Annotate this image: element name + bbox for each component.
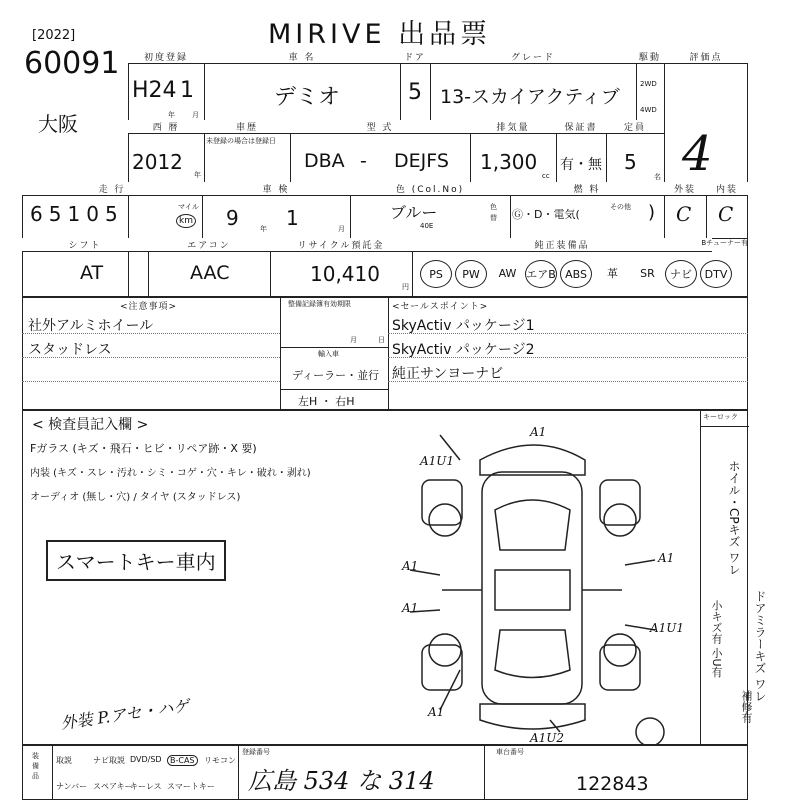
attention-line-1: 社外アルミホイール (28, 318, 154, 334)
damage-mark-rear: A1U2 (530, 731, 565, 745)
footer-items (52, 745, 239, 800)
sales-line-1: SkyActiv パッケージ1 (392, 318, 535, 334)
grade-cell: グレード 13-スカイアクティブ (430, 50, 637, 120)
attention-box: <注意事項> 社外アルミホイール スタッドレス (22, 297, 281, 410)
footer-item-0-1: ナビ取説 (93, 756, 125, 765)
location: 大阪 (38, 112, 78, 136)
damage-mark-left-2: A1 (402, 601, 419, 615)
shift-cell: シフト AT (22, 238, 149, 297)
audio-line: オーディオ (無し・穴) / タイヤ (スタッドレス) (30, 492, 241, 503)
equipment-item-0: PS (420, 260, 452, 288)
footer-item-0-4: リモコン (204, 756, 236, 765)
door-cell: ドア 5 (400, 50, 431, 120)
grade: 13-スカイアクティブ (440, 86, 620, 108)
footer-item-0-3: B-CAS (167, 755, 198, 766)
equipment-item-2: AW (498, 267, 517, 280)
model-code: DEJFS (394, 150, 449, 172)
car-name-cell: 車 名 デミオ (204, 50, 401, 120)
interior-line: 内装 (キズ・スレ・汚れ・シミ・コゲ・穴・キレ・破れ・剥れ) (30, 468, 311, 479)
side-note-2: ドアミラーキズ ワレ (753, 590, 767, 702)
plate-cell: 登録番号 広島 534 な 314 (238, 745, 485, 800)
color: ブルー (390, 203, 438, 222)
footer-item-1-3: スマートキー (167, 782, 215, 791)
equipment-item-6: SR (640, 267, 655, 280)
sales-box: <セールスポイント> SkyActiv パッケージ1 SkyActiv パッケージ2 純正サンヨーナビ (388, 297, 748, 410)
damage-mark-front-left: A1U1 (420, 454, 455, 468)
side-note-4: 補修有 (740, 690, 753, 723)
interior-cell: 内装 C (706, 182, 748, 238)
year-tag: [2022] (32, 28, 76, 43)
side-note-3: 小キズ有 小U有 (710, 600, 723, 678)
score-cell: 評価点 (664, 50, 748, 120)
mileage-cell: 走 行 6 5 1 0 5 マイル km (22, 182, 203, 238)
equipment-list (420, 260, 735, 288)
damage-mark-front: A1 (530, 425, 547, 439)
inspection-label: < 検査員記入欄 > (32, 417, 149, 433)
recycle-cell: リサイクル預託金 10,410 円 (270, 238, 413, 297)
equipment-cell: 純正装備品 Bチューナー有 PS PW AW エアB ABS 革 SR ナビ DTV (412, 238, 748, 297)
footer-item-1-1: スペアキー (93, 782, 133, 791)
form-title: MIRIVE 出品票 (268, 19, 492, 50)
lot-number: 60091 (24, 46, 120, 81)
equipment-item-3: エアB (525, 260, 557, 288)
model-cell: 型 式 DBA - DEJFS (290, 120, 471, 182)
sales-line-3: 純正サンヨーナビ (392, 366, 504, 382)
exterior-handwritten-note: 外装 P.アセ・ハゲ (59, 696, 191, 733)
f-glass-line: Fガラス (キズ・飛石・ヒビ・リペア跡・X 要) (30, 442, 257, 455)
footer-label: 装備品 (32, 752, 39, 780)
year-cell: 西 暦 2012 年 (128, 120, 205, 182)
equipment-item-7: ナビ (665, 260, 697, 288)
equipment-item-5: 革 (607, 267, 618, 280)
damage-mark-rear-left: A1 (428, 705, 445, 719)
sales-line-2: SkyActiv パッケージ2 (392, 342, 535, 358)
ac-cell: エアコン AAC (148, 238, 271, 297)
first-reg-cell: 初度登録 H24 1 年 月 (128, 50, 205, 120)
side-note-1: ホイル・CPキズ ワレ (727, 460, 741, 576)
mileage-digits: 6 5 1 0 5 (30, 202, 118, 226)
car-name: デミオ (274, 85, 341, 110)
shaken-cell: 車 検 9 年 1 月 (202, 182, 351, 238)
exterior-cell: 外装 C (664, 182, 707, 238)
color-cell: 色 (Col.No) ブルー 40E 色替 (350, 182, 511, 238)
plate-number: 広島 534 な 314 (248, 767, 435, 795)
damage-mark-right-2: A1U1 (650, 621, 685, 635)
fuel-cell: 燃 料 Ⓖ・D・電気( その他 ) (510, 182, 665, 238)
car-diagram (400, 420, 700, 745)
equipment-item-4: ABS (560, 260, 592, 288)
ledger-box: 整備記録簿有効期限 月 日 輸入車 ディーラー・並行 左H ・ 右H (280, 297, 389, 410)
drive-cell: 駆動 2WD 4WD (636, 50, 665, 120)
warranty-cell: 保証書 有・無 (556, 120, 607, 182)
keylock-column: キーロック (700, 410, 749, 745)
km-unit-circled: km (176, 214, 196, 228)
attention-line-2: スタッドレス (28, 342, 112, 358)
smart-key-note: スマートキー車内 (46, 540, 226, 581)
capacity-cell: 定員 5 名 (606, 120, 665, 182)
equipment-item-1: PW (455, 260, 487, 288)
reg-history-cell: 車歴 未登録の場合は登録日 (204, 120, 291, 182)
footer-item-0-0: 取説 (56, 756, 72, 765)
equipment-item-8: DTV (700, 260, 732, 288)
damage-mark-left-1: A1 (402, 559, 419, 573)
displacement-cell: 排気量 1,300 cc (470, 120, 557, 182)
footer-item-1-0: ナンバー (56, 782, 88, 791)
damage-mark-right-1: A1 (658, 551, 675, 565)
footer-item-0-2: DVD/SD (130, 755, 162, 764)
chassis-cell: 車台番号 122843 (496, 748, 649, 795)
footer-item-1-2: キーレス (130, 782, 162, 791)
score-value: 4 (682, 126, 713, 182)
chassis-number: 122843 (576, 773, 649, 795)
